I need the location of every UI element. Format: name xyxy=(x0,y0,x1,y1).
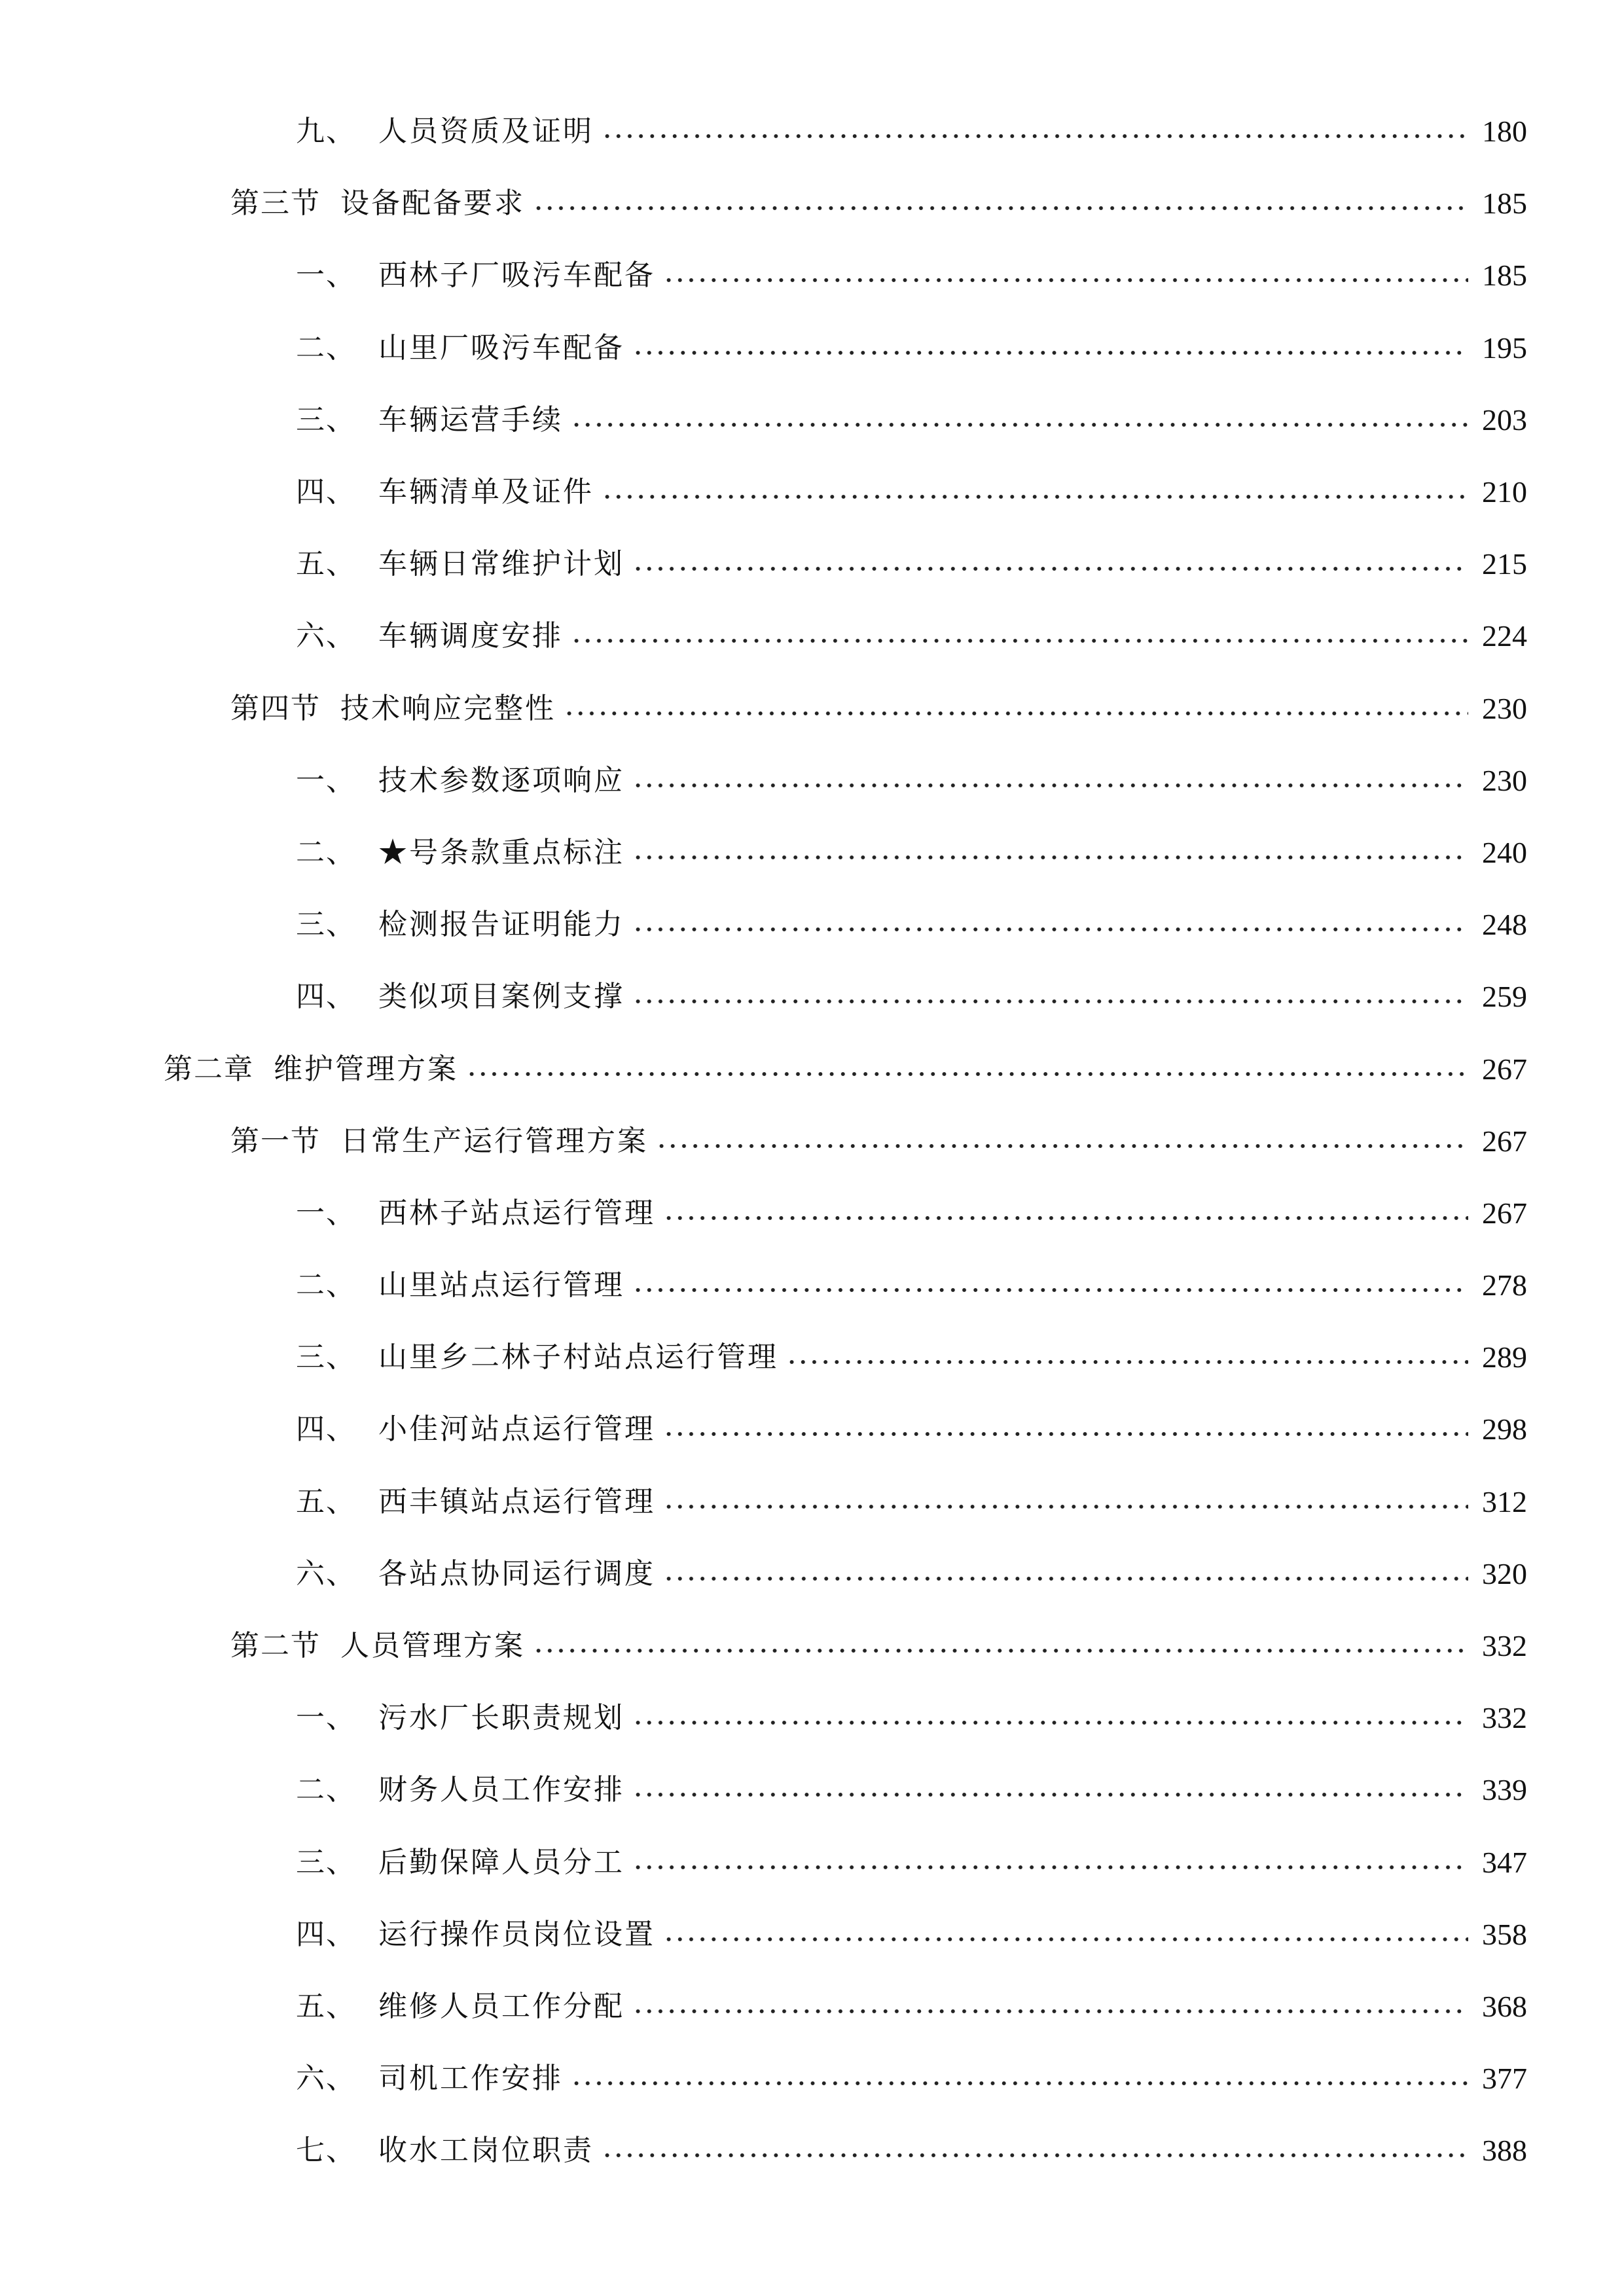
toc-entry[interactable] xyxy=(0,528,1624,600)
toc-entry-title: 车辆调度安排 xyxy=(378,619,563,653)
dot-leader xyxy=(602,494,1468,499)
toc-entry[interactable] xyxy=(0,1177,1624,1249)
toc-entry-page: 185 xyxy=(1482,187,1527,221)
toc-entry-title: 技术参数逐项响应 xyxy=(378,763,624,797)
toc-entry-title: 山里厂吸污车配备 xyxy=(378,331,624,365)
dot-leader xyxy=(632,2009,1468,2014)
toc-entry[interactable] xyxy=(0,1033,1624,1105)
toc-entry-title: 车辆清单及证件 xyxy=(378,475,594,509)
toc-entry-title: 收水工岗位职责 xyxy=(378,2134,594,2168)
dot-leader xyxy=(632,783,1468,788)
dot-leader xyxy=(786,1359,1468,1365)
toc-entry-number: 二、 xyxy=(296,1773,356,1807)
toc-entry-number: 三、 xyxy=(296,1845,356,1879)
dot-leader xyxy=(663,278,1468,283)
toc-entry[interactable] xyxy=(0,1610,1624,1682)
toc-entry-page: 332 xyxy=(1482,1701,1527,1735)
toc-entry-number: 三、 xyxy=(296,403,356,437)
toc-entry[interactable] xyxy=(0,240,1624,312)
toc-entry[interactable] xyxy=(0,1827,1624,1899)
toc-entry-title: 运行操作员岗位设置 xyxy=(378,1917,655,1951)
toc-entry-number: 二、 xyxy=(296,331,356,365)
toc-entry-page: 259 xyxy=(1482,980,1527,1014)
toc-entry-title: 车辆日常维护计划 xyxy=(378,547,624,581)
toc-entry-title: 设备配备要求 xyxy=(340,187,525,221)
toc-entry-page: 339 xyxy=(1482,1773,1527,1807)
toc-entry-page: 347 xyxy=(1482,1845,1527,1879)
dot-leader xyxy=(632,1865,1468,1870)
toc-entry[interactable] xyxy=(0,1393,1624,1465)
toc-entry-page: 230 xyxy=(1482,763,1527,797)
dot-leader xyxy=(656,1143,1468,1149)
toc-entry-number: 五、 xyxy=(296,1989,356,2023)
toc-entry-title: 司机工作安排 xyxy=(378,2062,563,2096)
toc-entry-title: 山里乡二林子村站点运行管理 xyxy=(378,1340,778,1374)
toc-entry[interactable] xyxy=(0,1538,1624,1610)
dot-leader xyxy=(571,638,1468,643)
toc-entry-title: 西丰镇站点运行管理 xyxy=(378,1484,655,1518)
dot-leader xyxy=(632,1792,1468,1797)
dot-leader xyxy=(632,350,1468,355)
toc-entry-title: 各站点协同运行调度 xyxy=(378,1556,655,1590)
dot-leader xyxy=(632,999,1468,1004)
toc-entry-page: 312 xyxy=(1482,1484,1527,1518)
toc-entry-page: 368 xyxy=(1482,1989,1527,2023)
toc-entry-number: 四、 xyxy=(296,1917,356,1951)
toc-entry-page: 267 xyxy=(1482,1196,1527,1230)
dot-leader xyxy=(602,2153,1468,2158)
toc-entry-number: 一、 xyxy=(296,763,356,797)
dot-leader xyxy=(533,206,1468,211)
toc-entry[interactable] xyxy=(0,889,1624,961)
toc-entry-page: 195 xyxy=(1482,331,1527,365)
dot-leader xyxy=(571,422,1468,427)
toc-entry-title: 类似项目案例支撑 xyxy=(378,980,624,1014)
toc-entry[interactable] xyxy=(0,456,1624,528)
toc-entry-page: 210 xyxy=(1482,475,1527,509)
toc-entry[interactable] xyxy=(0,1754,1624,1826)
toc-entry-page: 320 xyxy=(1482,1556,1527,1590)
toc-entry[interactable] xyxy=(0,1971,1624,2043)
dot-leader xyxy=(663,1937,1468,1942)
toc-entry-page: 203 xyxy=(1482,403,1527,437)
toc-entry-title: 污水厂长职责规划 xyxy=(378,1701,624,1735)
dot-leader xyxy=(632,1720,1468,1725)
toc-entry-title: 西林子厂吸污车配备 xyxy=(378,259,655,293)
toc-entry[interactable] xyxy=(0,745,1624,817)
toc-entry-number: 四、 xyxy=(296,475,356,509)
dot-leader xyxy=(602,134,1468,139)
toc-entry[interactable] xyxy=(0,168,1624,240)
toc-entry-title: 日常生产运行管理方案 xyxy=(340,1124,648,1158)
toc-entry-title: ★号条款重点标注 xyxy=(378,835,624,869)
toc-entry-number: 四、 xyxy=(296,980,356,1014)
toc-entry[interactable] xyxy=(0,2043,1624,2115)
dot-leader xyxy=(564,711,1468,716)
toc-entry-number: 二、 xyxy=(296,1268,356,1302)
toc-entry-page: 267 xyxy=(1482,1052,1527,1086)
toc-entry-number: 第一节 xyxy=(230,1124,321,1158)
toc-entry-title: 小佳河站点运行管理 xyxy=(378,1412,655,1446)
toc-entry-page: 332 xyxy=(1482,1629,1527,1663)
toc-entry-title: 财务人员工作安排 xyxy=(378,1773,624,1807)
toc-entry[interactable] xyxy=(0,1682,1624,1754)
toc-entry-page: 289 xyxy=(1482,1340,1527,1374)
toc-entry-number: 二、 xyxy=(296,835,356,869)
toc-entry-number: 一、 xyxy=(296,259,356,293)
toc-entry-page: 377 xyxy=(1482,2062,1527,2096)
dot-leader xyxy=(571,2081,1468,2086)
toc-entry-page: 358 xyxy=(1482,1917,1527,1951)
toc-entry[interactable] xyxy=(0,1321,1624,1393)
dot-leader xyxy=(663,1215,1468,1221)
toc-entry[interactable] xyxy=(0,673,1624,745)
toc-entry[interactable] xyxy=(0,312,1624,384)
toc-entry-page: 215 xyxy=(1482,547,1527,581)
toc-entry[interactable] xyxy=(0,96,1624,168)
toc-entry-number: 七、 xyxy=(296,2134,356,2168)
toc-entry-page: 180 xyxy=(1482,115,1527,149)
dot-leader xyxy=(663,1431,1468,1437)
toc-entry-number: 第三节 xyxy=(230,187,321,221)
toc-entry-number: 四、 xyxy=(296,1412,356,1446)
toc-entry-page: 240 xyxy=(1482,835,1527,869)
toc-entry-number: 三、 xyxy=(296,908,356,942)
toc-entry-number: 九、 xyxy=(296,115,356,149)
toc-entry-number: 六、 xyxy=(296,1556,356,1590)
table-of-contents xyxy=(0,96,1624,2187)
toc-entry-title: 检测报告证明能力 xyxy=(378,908,624,942)
toc-entry-number: 一、 xyxy=(296,1196,356,1230)
dot-leader xyxy=(632,1287,1468,1293)
toc-entry-page: 267 xyxy=(1482,1124,1527,1158)
dot-leader xyxy=(632,927,1468,932)
dot-leader xyxy=(663,1504,1468,1509)
toc-entry-number: 六、 xyxy=(296,619,356,653)
toc-entry-number: 六、 xyxy=(296,2062,356,2096)
toc-entry-page: 230 xyxy=(1482,691,1527,725)
toc-entry-number: 一、 xyxy=(296,1701,356,1735)
toc-entry-title: 技术响应完整性 xyxy=(340,691,556,725)
toc-entry[interactable] xyxy=(0,1105,1624,1177)
toc-entry[interactable] xyxy=(0,600,1624,672)
dot-leader xyxy=(466,1071,1468,1077)
toc-entry-number: 第二章 xyxy=(164,1052,254,1086)
dot-leader xyxy=(632,855,1468,860)
toc-entry-page: 224 xyxy=(1482,619,1527,653)
toc-entry-page: 185 xyxy=(1482,259,1527,293)
toc-entry-title: 人员资质及证明 xyxy=(378,115,594,149)
toc-entry-page: 388 xyxy=(1482,2134,1527,2168)
toc-entry[interactable] xyxy=(0,1899,1624,1971)
toc-entry[interactable] xyxy=(0,2115,1624,2187)
toc-entry-title: 维修人员工作分配 xyxy=(378,1989,624,2023)
toc-entry-title: 维护管理方案 xyxy=(274,1052,458,1086)
toc-entry-title: 人员管理方案 xyxy=(340,1629,525,1663)
toc-entry-title: 后勤保障人员分工 xyxy=(378,1845,624,1879)
toc-entry-number: 五、 xyxy=(296,1484,356,1518)
dot-leader xyxy=(533,1648,1468,1653)
toc-entry-title: 山里站点运行管理 xyxy=(378,1268,624,1302)
dot-leader xyxy=(632,566,1468,571)
toc-entry-page: 248 xyxy=(1482,908,1527,942)
dot-leader xyxy=(663,1576,1468,1581)
toc-entry[interactable] xyxy=(0,384,1624,456)
toc-entry-page: 278 xyxy=(1482,1268,1527,1302)
toc-entry-number: 三、 xyxy=(296,1340,356,1374)
toc-entry[interactable] xyxy=(0,961,1624,1033)
toc-entry[interactable] xyxy=(0,817,1624,889)
toc-entry-number: 五、 xyxy=(296,547,356,581)
toc-entry-title: 车辆运营手续 xyxy=(378,403,563,437)
toc-entry[interactable] xyxy=(0,1466,1624,1538)
toc-entry-title: 西林子站点运行管理 xyxy=(378,1196,655,1230)
toc-entry[interactable] xyxy=(0,1249,1624,1321)
toc-entry-page: 298 xyxy=(1482,1412,1527,1446)
toc-entry-number: 第二节 xyxy=(230,1629,321,1663)
toc-entry-number: 第四节 xyxy=(230,691,321,725)
